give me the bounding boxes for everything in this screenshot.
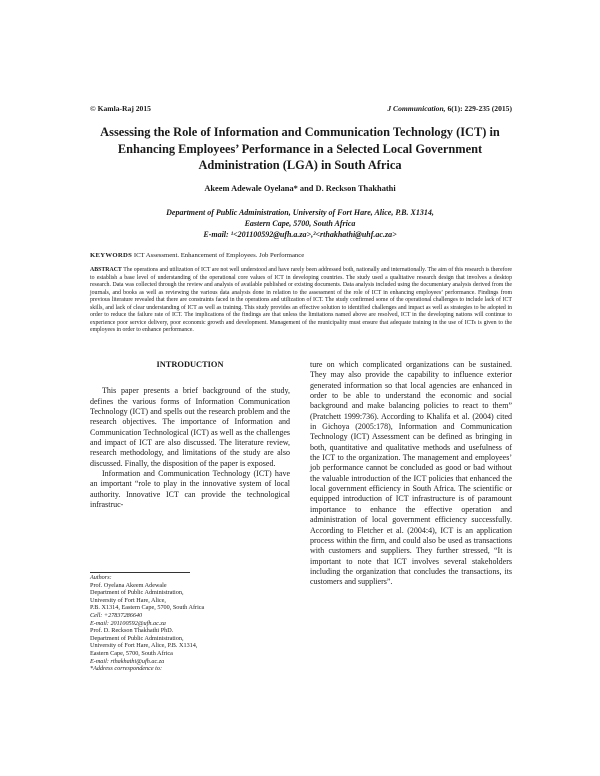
- keywords-text: ICT Assessment. Enhancement of Employees. Job Performance: [132, 252, 305, 259]
- footnote-email: E-mail: rthakhathi@ufh.ac.za: [90, 657, 165, 665]
- footnote-correspondence: *Address correspondence to:: [90, 665, 163, 673]
- footnote-line: Prof. D. Reckson Thakhathi PhD.: [90, 627, 174, 635]
- abstract-text: The operations and utilization of ICT are not well understood and have rarely been addressed both, nationally and internationally. The aim of this research is therefore to establish a base level of understanding of the operational core values of ICT in developing countries. The study used a qualitative research design that involves a desktop research. Data was collected through the review and analysis of available published or existing documents. Data analysis included using the documentary analysis derived from the journals, and books as well as reviewing the various data analysis done in relation to the assessment of the role of ICT in enhancing employees’ performance. Findings from previous literature revealed that there are constraints faced in the operations and utilization of ICT. The study confirmed some of the operational challenges to include lack of ICT skills, and lack of clear understanding of ICT as well as training. This study provides an effective solution to identified challenges and impact as well as strategies to be adopted in order to reduce the failure rate of ICT. The implications of the findings are that unless the limitations named above are resolved, ICT in the developing nations will continue to experience poor service delivery, poor economic growth and development. Management of the municipality must ensure that adequate training in the use of ICTs is given to the employees in order to enhance performance.: [90, 267, 512, 334]
- footnote-line: P.B. X1314, Eastern Cape, 5700, South Africa: [90, 604, 205, 612]
- affiliation-line-1: Department of Public Administration, University of Fort Hare, Alice, P.B. X1314,: [166, 208, 434, 217]
- intro-paragraph-2: Information and Communication Technology (ICT) have an important “role to play in the innovative system of local authority. Innovative ICT can provide the technological infrastruc-: [90, 469, 290, 510]
- footnote-cell: Cell: +27837286640: [90, 611, 143, 619]
- copyright-line: © Kamla-Raj 2015: [90, 104, 151, 113]
- introduction-heading: INTRODUCTION: [156, 360, 224, 369]
- abstract-label: ABSTRACT: [90, 267, 122, 273]
- intro-paragraph-continued: ture on which complicated organizations can be sustained. They may also provide the capability to influence exterior generated information so that local agencies are enhanced in order to be able to understand the economic and social background and make balancing policies to react to them” (Pratchett 1999:736). According to Khalifa et al. (2004) cited in Gichoya (2005:178), Information and Communication Technology (ICT) Assessment can be defined as bringing in both, quantitative and qualitative methods and usefulness of the ICT to the organization. The management and employees’ job performance cannot be concluded as good or bad without the valuable introduction of the ICT policies that enhanced the local government efficiency in South Africa. The scientific or equipped introduction of ICT infrastructure is of paramount importance to enhance the effective operation and administration of local government efficiency successfully. According to Fletcher et al. (2004:4), ICT is an application process within the firm, and could also be used as transactions with customers and suppliers. They further stressed, “It is important to note that ICT involves several stakeholders including the organization that concludes the transactions, its customers and suppliers”.: [310, 360, 512, 587]
- author-list: Akeem Adewale Oyelana* and D. Reckson Thakhathi: [204, 184, 396, 193]
- intro-paragraph-1: This paper presents a brief background of the study, defines the various forms of Information Communication Technology (ICT) and spells out the research problem and the research objectives. The importance of Information and Communication Technological (ICT) as well as the challenges and impact of ICT are also discussed. The literature review, research methodology, and limitations of the study are also discussed. Finally, the disposition of the paper is exposed.: [90, 386, 290, 468]
- footnote-line: Department of Public Administration,: [90, 634, 184, 642]
- affiliation-email: E-mail: ¹<201100592@ufh.a.za>,²<rthakhathi@uhf.ac.za>: [203, 230, 397, 239]
- footnote-authors-label: Authors:: [90, 574, 112, 581]
- footnote-email: E-mail: 201100592@ufh.ac.za: [90, 619, 166, 627]
- paper-title: Assessing the Role of Information and Communication Technology (ICT) in Enhancing Employees’ Performance in a Selected Local Government Administration (LGA) in South Africa: [100, 125, 500, 172]
- affiliation-block: [80, 207, 520, 240]
- right-column: [310, 360, 512, 588]
- journal-name: J Communication,: [387, 104, 446, 113]
- journal-volume: 6(1): 229-235 (2015): [445, 104, 512, 113]
- footnote-divider: [90, 572, 190, 573]
- affiliation-line-2: Eastern Cape, 5700, South Africa: [244, 219, 356, 228]
- footnote-line: University of Fort Hare, Alice, P.B. X1314,: [90, 642, 198, 650]
- footnote-line: Prof. Oyelana Akeem Adewale: [90, 581, 167, 589]
- left-column: [90, 360, 290, 510]
- footnote-line: Eastern Cape, 5700, South Africa: [90, 649, 173, 657]
- footnote-line: University of Fort Hare, Alice,: [90, 596, 166, 604]
- journal-citation: [387, 104, 512, 113]
- footnote-line: Department of Public Administration,: [90, 589, 184, 597]
- abstract-block: [90, 267, 512, 335]
- author-footnote: [90, 574, 290, 673]
- keywords-block: [90, 252, 510, 259]
- keywords-label: KEYWORDS: [90, 252, 133, 259]
